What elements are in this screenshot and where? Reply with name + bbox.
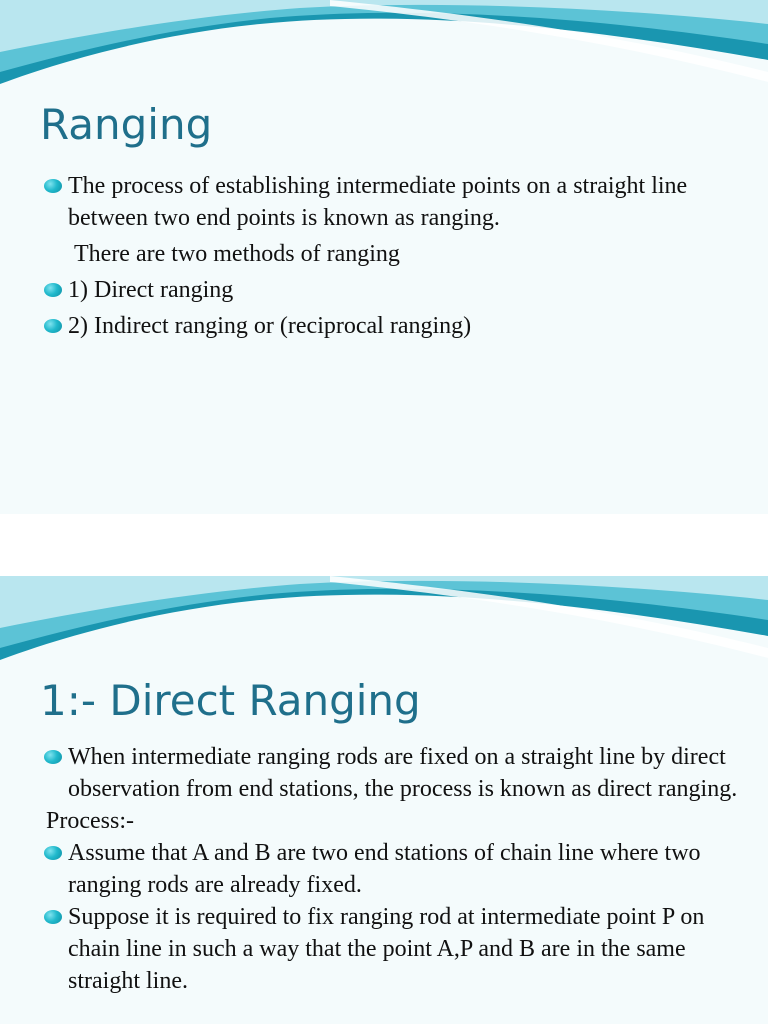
bullet-text: The process of establishing intermediate points on a straight line between two end points is known as ranging. — [68, 173, 688, 231]
bullet-icon — [44, 319, 62, 333]
paragraph — [0, 238, 768, 270]
bullet-item — [0, 274, 768, 306]
bullet-item — [0, 170, 768, 234]
bullet-item — [0, 901, 768, 997]
bullet-text: 2) Indirect ranging or (reciprocal ranging) — [68, 313, 472, 339]
bullet-icon — [44, 283, 62, 297]
bullet-item — [0, 741, 768, 805]
header-wave-decoration — [0, 0, 768, 92]
slide-direct-ranging — [0, 576, 768, 1024]
slide-body — [0, 170, 768, 342]
bullet-text: Suppose it is required to fix ranging rod at intermediate point P on chain line in such a way that the point A,P and B are in the same straight line. — [68, 904, 705, 994]
bullet-item — [0, 310, 768, 342]
header-wave-decoration — [0, 576, 768, 668]
paragraph-text: Process:- — [46, 808, 134, 834]
slide-gap — [0, 514, 768, 576]
bullet-icon — [44, 846, 62, 860]
bullet-text: When intermediate ranging rods are fixed on a straight line by direct observation from end stations, the process is known as direct ranging. — [68, 744, 738, 802]
bullet-icon — [44, 910, 62, 924]
bullet-text: 1) Direct ranging — [68, 277, 234, 303]
paragraph-text: There are two methods of ranging — [74, 241, 400, 267]
slide-title: 1:- Direct Ranging — [40, 676, 421, 725]
bullet-icon — [44, 750, 62, 764]
slide-body — [0, 741, 768, 997]
paragraph — [0, 805, 768, 837]
bullet-text: Assume that A and B are two end stations of chain line where two ranging rods are already fixed. — [68, 840, 701, 898]
bullet-icon — [44, 179, 62, 193]
bullet-item — [0, 837, 768, 901]
slide-title: Ranging — [40, 100, 213, 149]
